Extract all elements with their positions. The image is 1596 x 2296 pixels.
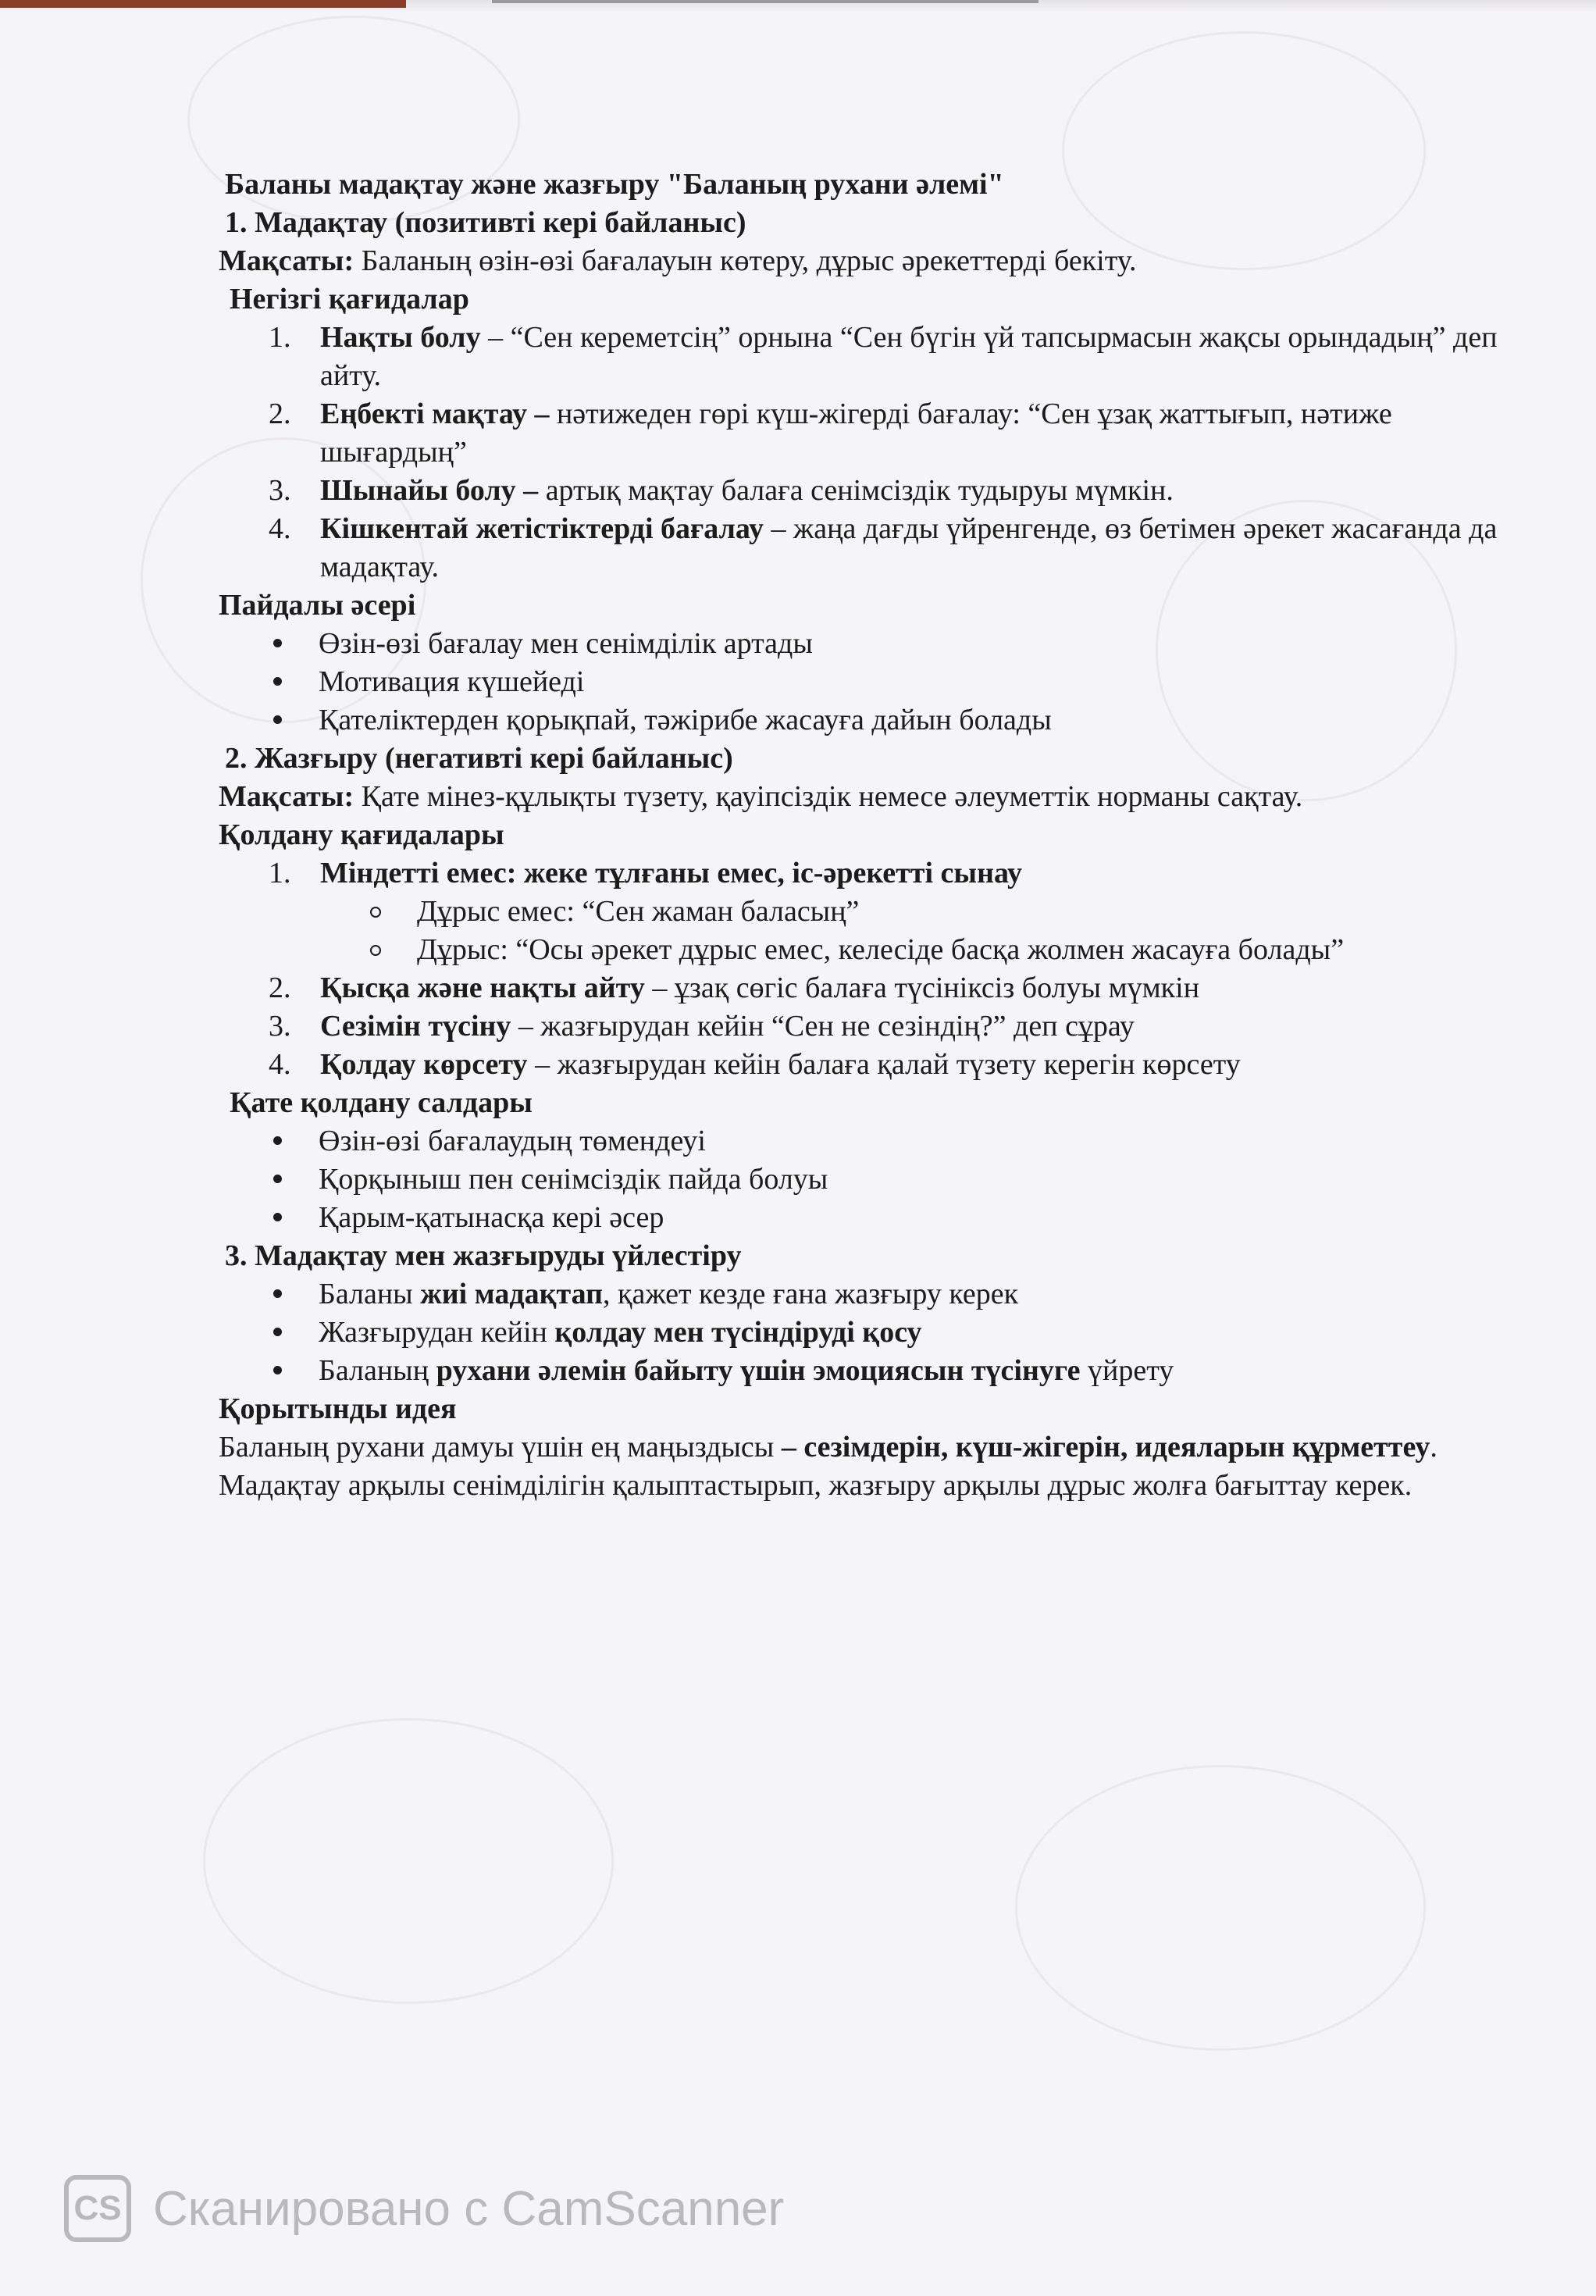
camscanner-watermark	[64, 2169, 784, 2248]
list-number: 4.	[269, 512, 291, 545]
item-text: – “Сен кереметсің” орнына “Сен бүгін үй тапсырмасын жақсы орындадың” деп айту.	[320, 321, 1498, 392]
document-title: Баланы мадақтау және жазғыру "Баланың рухани әлемі"	[225, 168, 1004, 201]
item-text: Қорқыныш пен сенімсіздік пайда болуы	[319, 1163, 828, 1196]
list-item	[219, 1199, 1499, 1237]
section1-heading: 1. Мадақтау (позитивті кері байланыс)	[225, 206, 746, 239]
section3-heading: 3. Мадақтау мен жазғыруды үйлестіру	[225, 1239, 742, 1272]
list-item	[219, 663, 1499, 701]
item-bold: рухани әлемін байыту үшін эмоциясын түсінуге	[436, 1354, 1081, 1387]
list-number: 1.	[269, 321, 291, 354]
conclusion-heading: Қорытынды идея	[219, 1392, 457, 1425]
list-item	[219, 1007, 1499, 1046]
item-text: . Мадақтау арқылы сенімділігін қалыптастырып, жазғыру арқылы дұрыс жолға бағыттау керек.	[219, 1431, 1437, 1502]
combine-list	[219, 1275, 1499, 1390]
item-bold: жиі мадақтап	[420, 1278, 603, 1310]
item-bold: Еңбекті мақтау –	[320, 398, 550, 430]
bullet-icon	[273, 677, 282, 686]
page-edge-line	[492, 0, 1038, 3]
item-bold: Шынайы болу –	[320, 474, 539, 507]
rules-list	[219, 854, 1499, 1084]
benefits-list	[219, 625, 1499, 740]
item-text: Мотивация күшейеді	[319, 665, 585, 698]
item-text: үйрету	[1080, 1354, 1174, 1387]
conclusion-text	[219, 1428, 1499, 1505]
sub-list-item	[219, 931, 1499, 969]
list-item	[219, 510, 1499, 586]
list-item	[219, 1122, 1499, 1160]
item-text: – жазғырудан кейін “Сен не сезіндің?” деп сұрау	[511, 1010, 1135, 1043]
page-edge-tab	[0, 0, 406, 8]
item-bold: Сезімін түсіну	[320, 1010, 511, 1043]
item-text: – жазғырудан кейін балаға қалай түзету керегін көрсету	[527, 1048, 1241, 1081]
list-item	[219, 1160, 1499, 1199]
principles-list	[219, 319, 1499, 586]
goal-text: Баланың өзін-өзі бағалауын көтеру, дұрыс әрекеттерді бекіту.	[354, 244, 1137, 277]
item-bold: Қысқа және нақты айту	[320, 972, 645, 1004]
item-bold: Міндетті емес: жеке тұлғаны емес, іс-әрекетті сынау	[320, 857, 1023, 890]
bullet-icon	[273, 1366, 282, 1374]
item-bold: Нақты болу	[320, 321, 481, 354]
bullet-icon	[273, 1328, 282, 1336]
rules-heading: Қолдану қағидалары	[219, 818, 504, 851]
item-bold: қолдау мен түсіндіруді қосу	[554, 1316, 922, 1349]
list-item	[219, 319, 1499, 395]
item-text: Жазғырудан кейін	[319, 1316, 555, 1349]
item-text: – ұзақ сөгіс балаға түсініксіз болуы мүмкін	[644, 972, 1200, 1004]
list-item	[219, 969, 1499, 1007]
section1-goal	[219, 242, 1499, 280]
item-text: Қателіктерден қорықпай, тәжірибе жасауға дайын болады	[319, 704, 1052, 736]
benefits-heading: Пайдалы әсері	[219, 589, 416, 622]
list-number: 3.	[269, 474, 291, 507]
list-item	[219, 1314, 1499, 1352]
list-item	[219, 472, 1499, 510]
misuse-heading: Қате қолдану салдары	[230, 1086, 533, 1119]
list-item	[219, 1352, 1499, 1390]
item-bold: Қолдау көрсету	[320, 1048, 528, 1081]
list-item	[219, 1046, 1499, 1084]
list-item	[219, 1275, 1499, 1314]
item-text: – жаңа дағды үйренгенде, өз бетімен әрекет жасағанда да мадақтау.	[320, 512, 1498, 583]
bullet-icon	[273, 715, 282, 724]
camscanner-text: Сканировано с CamScanner	[153, 2181, 785, 2236]
circle-bullet-icon	[370, 907, 381, 918]
watermark-ring	[1015, 1765, 1426, 2051]
sub-list-item	[219, 893, 1499, 931]
goal-label: Мақсаты:	[219, 780, 354, 813]
misuse-list	[219, 1122, 1499, 1237]
item-text: Қарым-қатынасқа кері әсер	[319, 1201, 664, 1234]
item-text: Баланың рухани дамуы үшін ең маңыздысы	[219, 1431, 782, 1464]
section2-goal	[219, 778, 1499, 816]
item-text: артық мақтау балаға сенімсіздік тудыруы мүмкін.	[538, 474, 1174, 507]
bullet-icon	[273, 1136, 282, 1145]
list-item	[219, 854, 1499, 893]
item-bold: Кішкентай жетістіктерді бағалау	[320, 512, 764, 545]
goal-text: Қате мінез-құлықты түзету, қауіпсіздік немесе әлеуметтік норманы сақтау.	[354, 780, 1303, 813]
watermark-ring	[203, 1718, 614, 2004]
item-text: Дұрыс емес: “Сен жаман баласың”	[417, 895, 860, 928]
list-number: 2.	[269, 972, 291, 1004]
list-item	[219, 701, 1499, 740]
item-text: Баланы	[319, 1278, 421, 1310]
camscanner-logo-icon: CS	[64, 2175, 131, 2242]
item-bold: – сезімдерін, күш-жігерін, идеяларын құрметтеу	[781, 1431, 1430, 1464]
document-body	[219, 166, 1499, 1505]
list-number: 1.	[269, 857, 291, 890]
item-text: Өзін-өзі бағалау мен сенімділік артады	[319, 627, 813, 660]
list-number: 2.	[269, 398, 291, 430]
section2-heading: 2. Жазғыру (негативті кері байланыс)	[225, 742, 733, 775]
principles-heading: Негізгі қағидалар	[230, 283, 469, 316]
item-text: Дұрыс: “Осы әрекет дұрыс емес, келесіде басқа жолмен жасауға болады”	[417, 933, 1345, 966]
item-text: Баланың	[319, 1354, 436, 1387]
list-item	[219, 395, 1499, 472]
bullet-icon	[273, 1175, 282, 1183]
list-number: 4.	[269, 1048, 291, 1081]
goal-label: Мақсаты:	[219, 244, 354, 277]
circle-bullet-icon	[370, 945, 381, 956]
item-text: Өзін-өзі бағалаудың төмендеуі	[319, 1125, 706, 1157]
list-item	[219, 625, 1499, 663]
bullet-icon	[273, 1289, 282, 1298]
bullet-icon	[273, 1213, 282, 1221]
bullet-icon	[273, 639, 282, 647]
item-text: нәтижеден гөрі күш-жігерді бағалау: “Сен ұзақ жаттығып, нәтиже шығардың”	[320, 398, 1392, 469]
list-number: 3.	[269, 1010, 291, 1043]
item-text: , қажет кезде ғана жазғыру керек	[603, 1278, 1019, 1310]
